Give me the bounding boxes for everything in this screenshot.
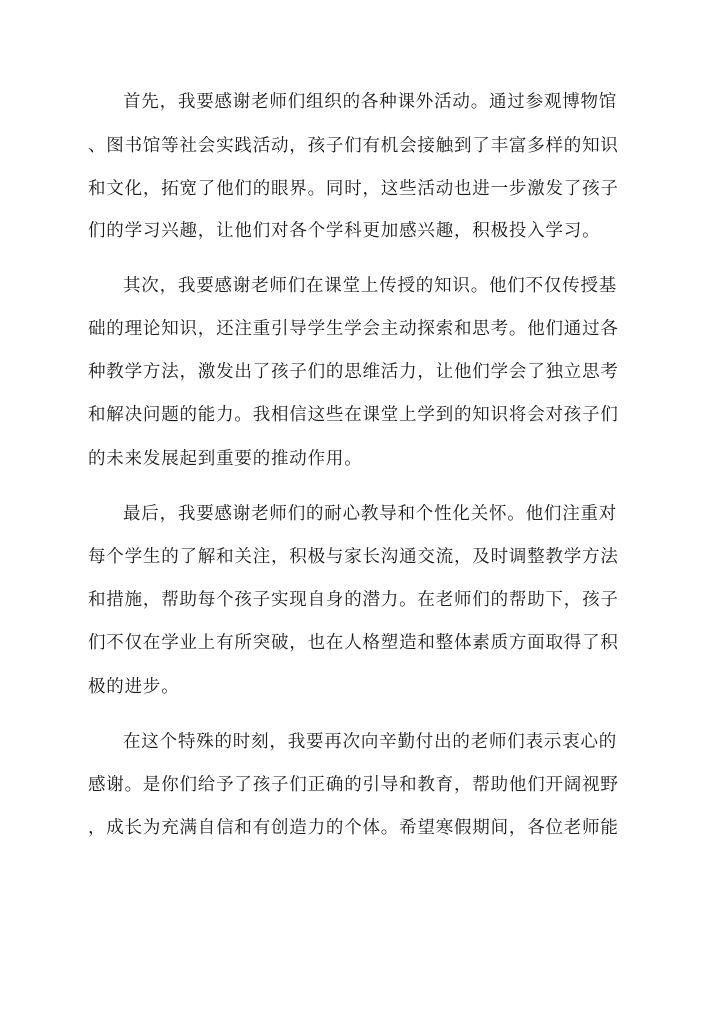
paragraph-line: 和措施，帮助每个孩子实现自身的潜力。在老师们的帮助下，孩子 — [88, 590, 619, 610]
paragraph-line: 极的进步。 — [88, 677, 180, 697]
paragraph-line: 感谢。是你们给予了孩子们正确的引导和教育，帮助他们开阔视野 — [88, 775, 619, 795]
paragraph-line: 在这个特殊的时刻，我要再次向辛勤付出的老师们表示衷心的 — [123, 732, 618, 752]
paragraph-line: 们的学习兴趣，让他们对各个学科更加感兴趣，积极投入学习。 — [88, 221, 601, 241]
paragraph-line: 和文化，拓宽了他们的眼界。同时，这些活动也进一步激发了孩子 — [88, 179, 619, 199]
paragraph-line: 们不仅在学业上有所突破，也在人格塑造和整体素质方面取得了积 — [88, 633, 619, 653]
paragraph-line: 每个学生的了解和关注，积极与家长沟通交流，及时调整教学方法 — [88, 547, 619, 567]
paragraph-line: 首先，我要感谢老师们组织的各种课外活动。通过参观博物馆 — [123, 92, 618, 112]
paragraph-line: 的未来发展起到重要的推动作用。 — [88, 449, 363, 469]
paragraph-line: 种教学方法，激发出了孩子们的思维活力，让他们学会了独立思考 — [88, 362, 619, 382]
paragraph-line: 和解决问题的能力。我相信这些在课堂上学到的知识将会对孩子们 — [88, 405, 619, 425]
paragraph-line: 础的理论知识，还注重引导学生学会主动探索和思考。他们通过各 — [88, 319, 619, 339]
paragraph-line: 最后，我要感谢老师们的耐心教导和个性化关怀。他们注重对 — [123, 504, 618, 524]
paragraph-line: 其次，我要感谢老师们在课堂上传授的知识。他们不仅传授基 — [123, 276, 618, 296]
paragraph-line: 、图书馆等社会实践活动，孩子们有机会接触到了丰富多样的知识 — [88, 136, 619, 156]
paragraph-line: ，成长为充满自信和有创造力的个体。希望寒假期间，各位老师能 — [88, 818, 619, 838]
